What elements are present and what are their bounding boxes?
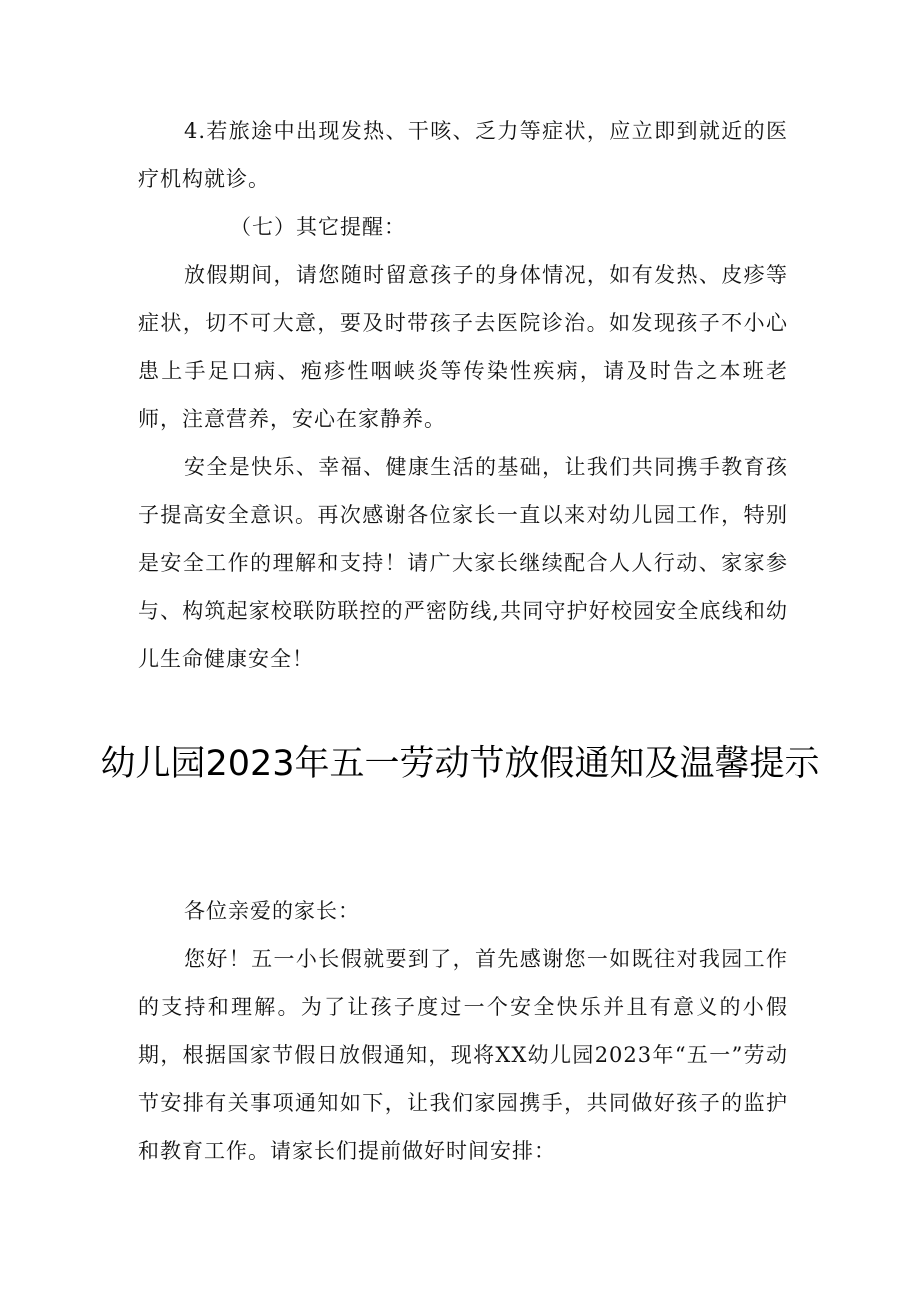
symptom-advice-paragraph: 4.若旅途中出现发热、干咳、乏力等症状，应立即到就近的医疗机构就诊。 [138,119,788,191]
section-heading-other-reminders: （七）其它提醒： [230,215,406,239]
safety-closing-paragraph: 安全是快乐、幸福、健康生活的基础，让我们共同携手教育孩子提高安全意识。再次感谢各位家长一直以来对幼儿园工作，特别是安全工作的理解和支持！请广大家长继续配合人人行动、家家参与、构筑起家校联防联控的严密防线,共同守护好校园安全底线和幼儿生命健康安全！ [138,455,788,671]
notice-title: 幼儿园2023年五一劳动节放假通知及温馨提示 [100,744,820,784]
greeting-line: 各位亲爱的家长： [184,899,360,923]
notice-body-paragraph: 您好！五一小长假就要到了，首先感谢您一如既往对我园工作的支持和理解。为了让孩子度过一个安全快乐并且有意义的小假期，根据国家节假日放假通知，现将XX幼儿园2023年“五一”劳动节安排有关事项通知如下，让我们家园携手，共同做好孩子的监护和教育工作。请家长们提前做好时间安排： [138,947,788,1163]
health-watch-paragraph: 放假期间，请您随时留意孩子的身体情况，如有发热、皮疹等症状，切不可大意，要及时带孩子去医院诊治。如发现孩子不小心患上手足口病、疱疹性咽峡炎等传染性疾病，请及时告之本班老师，注意营养，安心在家静养。 [138,263,788,431]
